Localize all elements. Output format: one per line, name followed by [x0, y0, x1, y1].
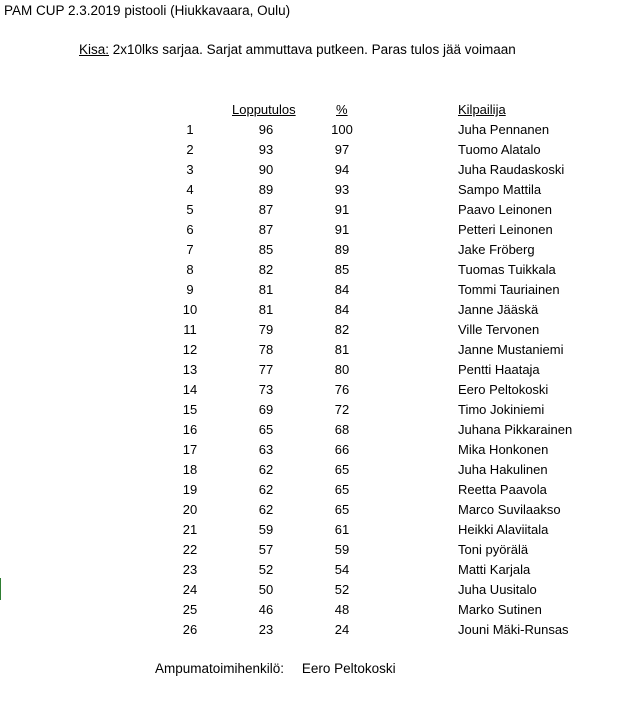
rank-cell: 11 — [183, 322, 197, 337]
competitor-name: Tuomas Tuikkala — [458, 262, 556, 277]
competitor-name: Reetta Paavola — [458, 482, 547, 497]
competitor-name: Toni pyörälä — [458, 542, 529, 557]
score-cell: 57 — [258, 542, 274, 557]
percent-cell: 84 — [334, 302, 350, 317]
score-cell: 63 — [258, 442, 274, 457]
score-cell: 87 — [258, 202, 274, 217]
percent-cell: 76 — [334, 382, 350, 397]
rank-cell: 7 — [186, 242, 194, 257]
score-cell: 93 — [258, 142, 274, 157]
competitor-name: Marko Sutinen — [458, 602, 542, 617]
score-cell: 59 — [258, 522, 274, 537]
competitor-name: Jake Fröberg — [458, 242, 535, 257]
score-cell: 46 — [258, 602, 274, 617]
score-cell: 85 — [258, 242, 274, 257]
score-cell: 82 — [258, 262, 274, 277]
range-official — [155, 661, 396, 676]
rank-cell: 12 — [182, 342, 198, 357]
competitor-name: Jouni Mäki-Runsas — [458, 622, 569, 637]
percent-cell: 91 — [334, 222, 350, 237]
competitor-name: Petteri Leinonen — [458, 222, 553, 237]
competition-rules — [79, 42, 516, 57]
competitor-name: Ville Tervonen — [458, 322, 540, 337]
score-cell: 87 — [258, 222, 274, 237]
rank-cell: 19 — [182, 482, 198, 497]
percent-cell: 59 — [334, 542, 350, 557]
percent-cell: 72 — [334, 402, 350, 417]
competitor-name: Pentti Haataja — [458, 362, 540, 377]
rank-cell: 3 — [186, 162, 194, 177]
percent-cell: 85 — [334, 262, 350, 277]
rank-cell: 13 — [182, 362, 198, 377]
percent-cell: 93 — [334, 182, 350, 197]
percent-cell: 52 — [334, 582, 350, 597]
percent-cell: 65 — [334, 482, 350, 497]
rank-cell: 20 — [182, 502, 198, 517]
edge-marker — [0, 578, 1, 600]
score-cell: 77 — [258, 362, 274, 377]
header-percent: % — [336, 102, 348, 117]
percent-cell: 24 — [334, 622, 350, 637]
official-name: Eero Peltokoski — [301, 661, 396, 676]
header-competitor: Kilpailija — [458, 102, 506, 117]
percent-cell: 65 — [334, 462, 350, 477]
percent-cell: 81 — [334, 342, 350, 357]
score-cell: 62 — [258, 502, 274, 517]
rank-cell: 22 — [182, 542, 198, 557]
rank-cell: 10 — [182, 302, 198, 317]
rank-cell: 25 — [182, 602, 198, 617]
header-score: Lopputulos — [232, 102, 296, 117]
score-cell: 90 — [258, 162, 274, 177]
competitor-name: Matti Karjala — [458, 562, 531, 577]
competitor-name: Tuomo Alatalo — [458, 142, 541, 157]
rank-cell: 17 — [182, 442, 198, 457]
competitor-name: Tommi Tauriainen — [458, 282, 560, 297]
percent-cell: 89 — [334, 242, 350, 257]
percent-cell: 97 — [334, 142, 350, 157]
percent-cell: 82 — [334, 322, 350, 337]
competitor-name: Juhana Pikkarainen — [458, 422, 573, 437]
competitor-name: Eero Peltokoski — [458, 382, 549, 397]
competitor-name: Janne Mustaniemi — [458, 342, 564, 357]
competitor-name: Juha Hakulinen — [458, 462, 548, 477]
rank-cell: 2 — [186, 142, 194, 157]
percent-cell: 65 — [334, 502, 350, 517]
percent-cell: 48 — [334, 602, 350, 617]
competitor-name: Mika Honkonen — [458, 442, 549, 457]
competitor-name: Heikki Alaviitala — [458, 522, 549, 537]
competitor-name: Juha Raudaskoski — [458, 162, 565, 177]
score-cell: 89 — [258, 182, 274, 197]
score-cell: 73 — [258, 382, 274, 397]
percent-cell: 61 — [334, 522, 350, 537]
percent-cell: 80 — [334, 362, 350, 377]
rank-cell: 1 — [186, 122, 194, 137]
rank-cell: 4 — [186, 182, 194, 197]
rules-text: 2x10lks sarjaa. Sarjat ammuttava putkeen. Paras tulos jää voimaan — [112, 42, 516, 57]
competitor-name: Juha Uusitalo — [458, 582, 537, 597]
percent-cell: 84 — [334, 282, 350, 297]
rank-cell: 26 — [182, 622, 198, 637]
score-cell: 23 — [258, 622, 274, 637]
score-cell: 78 — [258, 342, 274, 357]
score-cell: 96 — [258, 122, 274, 137]
rank-cell: 21 — [182, 522, 198, 537]
rank-cell: 15 — [182, 402, 198, 417]
official-label: Ampumatoimihenkilö: — [155, 661, 285, 676]
rules-label: Kisa: — [79, 42, 110, 57]
score-cell: 62 — [258, 482, 274, 497]
score-cell: 50 — [258, 582, 274, 597]
rank-cell: 14 — [182, 382, 198, 397]
competitor-name: Sampo Mattila — [458, 182, 542, 197]
rank-cell: 8 — [186, 262, 194, 277]
rank-cell: 6 — [186, 222, 194, 237]
document-title: PAM CUP 2.3.2019 pistooli (Hiukkavaara, Oulu) — [4, 3, 291, 18]
rank-cell: 24 — [182, 582, 198, 597]
score-cell: 52 — [258, 562, 274, 577]
rank-cell: 23 — [182, 562, 198, 577]
percent-cell: 54 — [334, 562, 350, 577]
percent-cell: 91 — [334, 202, 350, 217]
score-cell: 65 — [258, 422, 274, 437]
score-cell: 81 — [258, 302, 274, 317]
rank-cell: 9 — [186, 282, 194, 297]
rank-cell: 16 — [182, 422, 198, 437]
competitor-name: Paavo Leinonen — [458, 202, 552, 217]
percent-cell: 68 — [334, 422, 350, 437]
score-cell: 81 — [258, 282, 274, 297]
competitor-name: Janne Jääskä — [458, 302, 539, 317]
score-cell: 79 — [258, 322, 274, 337]
score-cell: 62 — [258, 462, 274, 477]
rank-cell: 18 — [182, 462, 198, 477]
percent-cell: 66 — [334, 442, 350, 457]
competitor-name: Marco Suvilaakso — [458, 502, 561, 517]
percent-cell: 94 — [334, 162, 350, 177]
competitor-name: Juha Pennanen — [458, 122, 550, 137]
rank-cell: 5 — [186, 202, 194, 217]
score-cell: 69 — [258, 402, 274, 417]
competitor-name: Timo Jokiniemi — [458, 402, 545, 417]
percent-cell: 100 — [331, 122, 353, 137]
